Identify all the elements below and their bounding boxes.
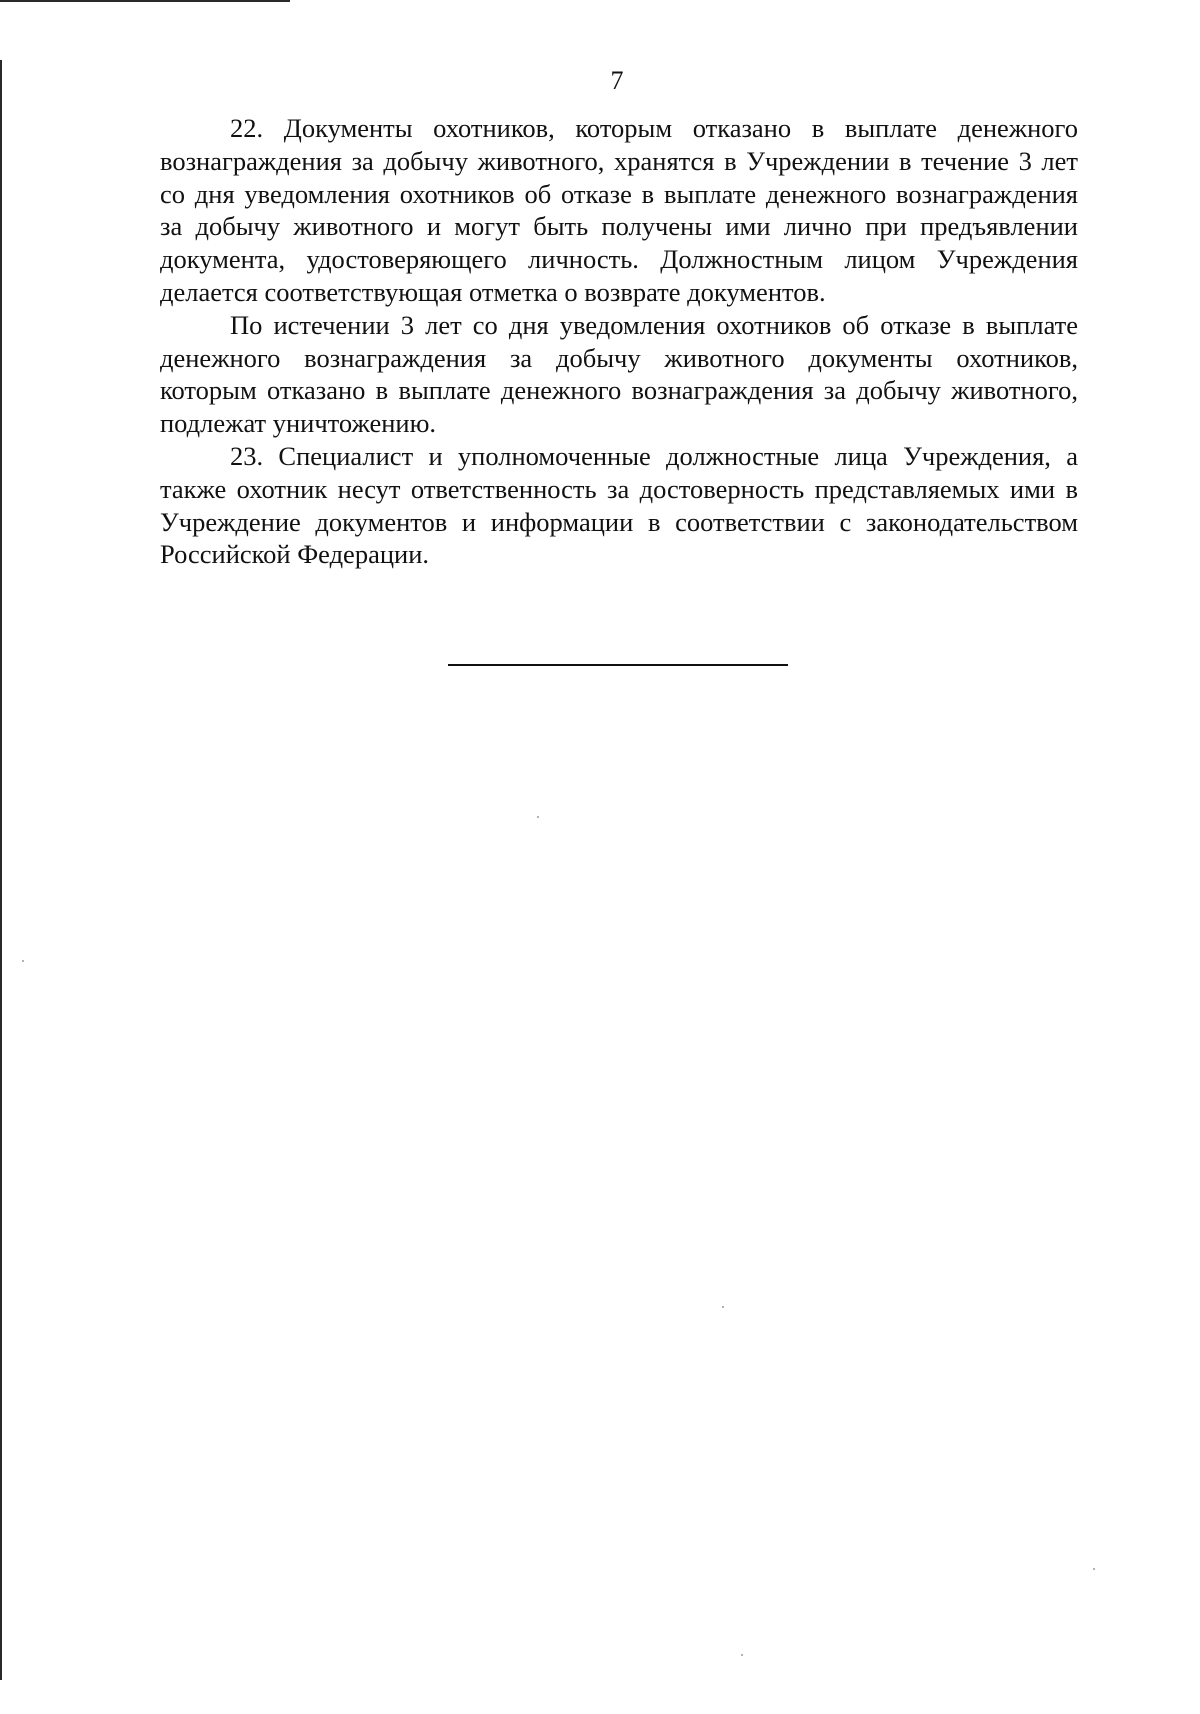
end-divider-line <box>448 664 788 666</box>
scan-speck <box>722 1306 724 1308</box>
paragraph-22-continuation: По истечении 3 лет со дня уведомления охотников об отказе в выплате денежного вознаграждения за добычу животного документы охотников, которым отказано в выплате денежного вознаграждения за добычу животного, подлежат уничтожению. <box>160 309 1078 439</box>
scan-speck <box>22 960 24 962</box>
scan-edge-left <box>0 60 2 1680</box>
page-number: 7 <box>610 66 624 95</box>
document-body <box>160 112 1078 571</box>
scan-edge-top <box>0 0 290 2</box>
paragraph-23: 23. Специалист и уполномоченные должностные лица Учреждения, а также охотник несут ответственность за достоверность представляемых ими в Учреждение документов и информации в соответствии с законодательством Российской Федерации. <box>160 440 1078 570</box>
scan-speck <box>741 1654 743 1656</box>
scan-speck <box>1093 1568 1095 1570</box>
scan-speck <box>537 816 539 818</box>
paragraph-22: 22. Документы охотников, которым отказано в выплате денежного вознаграждения за добычу животного, хранятся в Учреждении в течение 3 лет со дня уведомления охотников об отказе в выплате денежного вознаграждения за добычу животного и могут быть получены ими лично при предъявлении документа, удостоверяющего личность. Должностным лицом Учреждения делается соответствующая отметка о возврате документов. <box>160 113 1078 307</box>
